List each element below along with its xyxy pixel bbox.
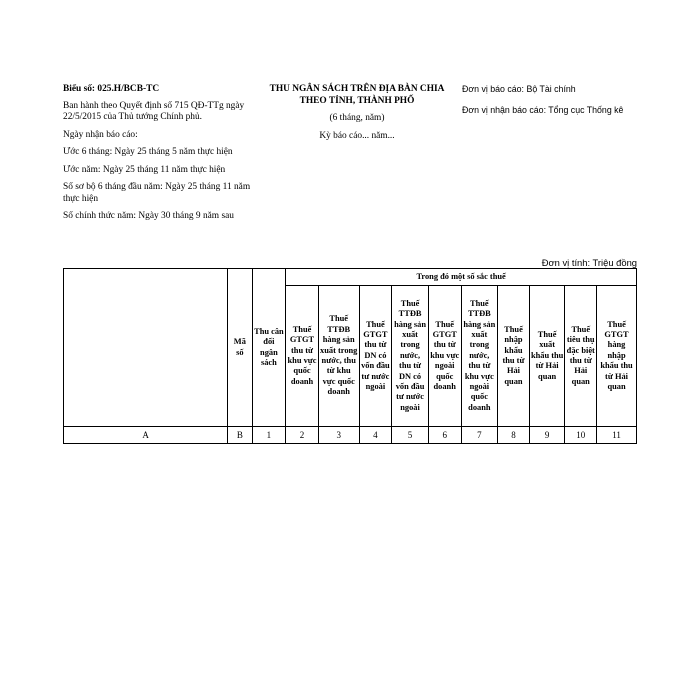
report-title-line1: THU NGÂN SÁCH TRÊN ĐỊA BÀN CHIA [269,84,445,94]
tax-column-header: Thuế TTĐB hàng sản xuất trong nước, thu từ khu vực quốc doanh [318,286,359,427]
tax-column-header: Thuế xuất khẩu thu từ Hải quan [529,286,565,427]
index-cell: 8 [498,427,530,444]
tax-column-header: Thuế TTĐB hàng sản xuất trong nước, thu từ khu vực ngoài quốc doanh [461,286,498,427]
name-column-header [64,269,228,427]
period-note: (6 tháng, năm) [329,113,385,123]
index-cell: 10 [565,427,597,444]
index-cell: 4 [359,427,392,444]
index-cell: 2 [286,427,319,444]
index-cell: 11 [597,427,637,444]
tax-column-header: Thuế GTGT hàng nhập khẩu thu từ Hải quan [597,286,637,427]
index-cell: 7 [461,427,498,444]
index-cell: B [228,427,252,444]
form-code: Biểu số: 025.H/BCB-TC [63,84,160,94]
form-info [63,84,253,229]
tax-group-header: Trong đó một số sắc thuế [286,269,637,286]
tax-column-header: Thuế tiêu thụ đặc biệt thu từ Hải quan [565,286,597,427]
unit-info [462,84,637,125]
unit-label: Đơn vị tính: Triệu đồng [541,257,637,268]
code-column-header: Mã số [228,269,252,427]
index-cell: 9 [529,427,565,444]
receiving-unit: Đơn vị nhận báo cáo: Tổng cục Thống kê [462,104,624,115]
tax-column-header: Thuế GTGT thu từ DN có vốn đầu tư nước ngoài [359,286,392,427]
index-cell: A [64,427,228,444]
index-cell: 1 [252,427,286,444]
tax-column-header: Thuế GTGT thu từ khu vực ngoài quốc doanh [428,286,461,427]
issued-by: Ban hành theo Quyết định số 715 QĐ-TTg ngày 22/5/2015 của Thủ tướng Chính phủ. [63,100,245,122]
index-cell: 5 [392,427,429,444]
tax-column-header: Thuế GTGT thu từ khu vực quốc doanh [286,286,319,427]
estimate-6-months: Ước 6 tháng: Ngày 25 tháng 5 năm thực hiện [63,147,233,157]
tax-column-header: Thuế nhập khẩu thu từ Hải quan [498,286,530,427]
report-period: Kỳ báo cáo... năm... [319,130,395,141]
official-figures: Số chính thức năm: Ngày 30 tháng 9 năm sau [63,211,234,221]
received-date: Ngày nhận báo cáo: [63,129,138,140]
index-cell: 3 [318,427,359,444]
report-title-block [250,84,464,142]
preliminary-6-months: Số sơ bộ 6 tháng đầu năm: Ngày 25 tháng 11 năm thực hiện [63,182,251,204]
index-cell: 6 [428,427,461,444]
report-title-line2: THEO TỈNH, THÀNH PHỐ [299,95,415,106]
tax-column-header: Thuế TTĐB hàng sản xuất trong nước, thu từ DN có vốn đầu tư nước ngoài [392,286,429,427]
balance-column-header: Thu cân đối ngân sách [252,269,286,427]
estimate-year: Ước năm: Ngày 25 tháng 11 năm thực hiện [63,164,226,175]
reporting-unit: Đơn vị báo cáo: Bộ Tài chính [462,84,576,94]
revenue-table [63,268,637,444]
